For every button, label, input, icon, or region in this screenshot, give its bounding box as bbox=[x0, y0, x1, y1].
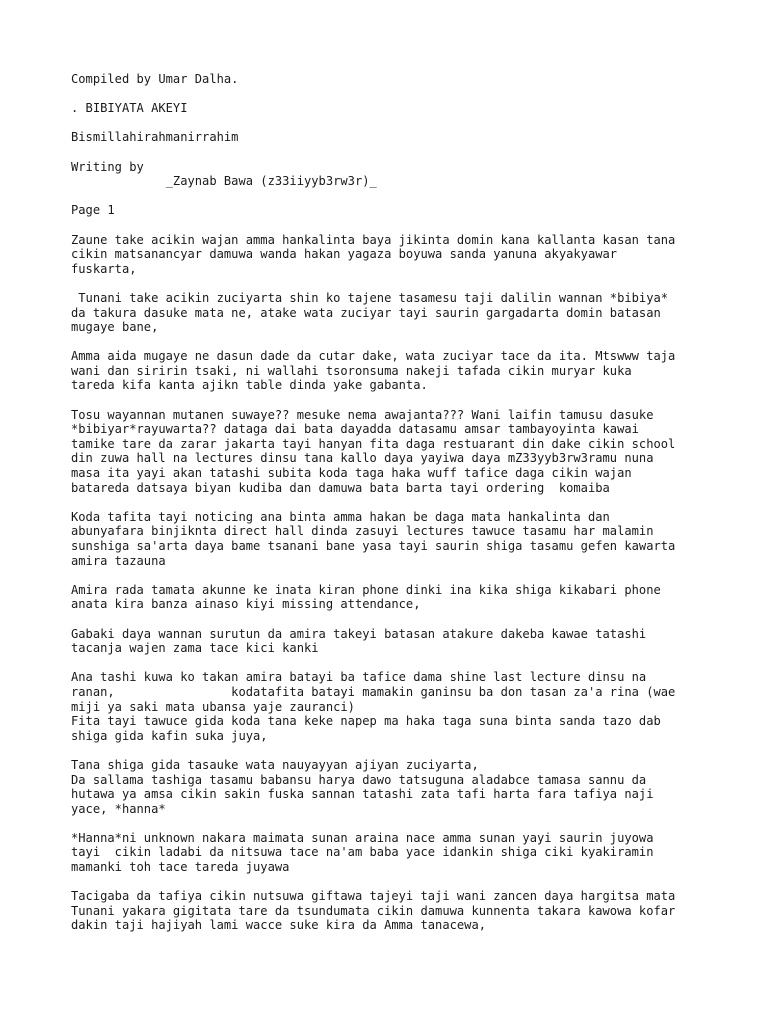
paragraph: *Hanna*ni unknown nakara maimata sunan araina nace amma sunan yayi saurin juyowa tayi cikin ladabi da nitsuwa tace na'am baba yace idankin shiga ciki kyakiramin mamanki toh tace tareda juyawa bbox=[71, 830, 654, 875]
paragraph: Ana tashi kuwa ko takan amira batayi ba tafice dama shine last lecture dinsu na ranan, kodatafita batayi mamakin ganinsu ba don tasan za'a rina (wae miji ya saki mata ubansa yaje zauranci) Fita tayi tawuce gida koda tana keke napep ma haka taga suna binta sanda tazo dab shiga gida kafin suka juya, bbox=[71, 670, 676, 743]
paragraph: Gabaki daya wannan surutun da amira takeyi batasan atakure dakeba kawae tatashi tacanja wajen zama tace kici kanki bbox=[71, 626, 647, 656]
paragraph: Koda tafita tayi noticing ana binta amma hakan be daga mata hankalinta dan abunyafara binjiknta direct hall dinda zasuyi lectures tawuce tasamu har malamin sunshiga sa'arta daya bame tsanani bane yasa tayi saurin shiga tasamu gefen kawarta amira tazauna bbox=[71, 509, 676, 568]
paragraph: Tunani take acikin zuciyarta shin ko tajene tasamesu taji dalilin wannan *bibiya* da takura dasuke mata ne, atake wata zuciyar tayi saurin gargadarta domin batasan mugaye bane, bbox=[71, 290, 669, 335]
story-title: . BIBIYATA AKEYI bbox=[71, 101, 188, 116]
paragraph: Tosu wayannan mutanen suwaye?? mesuke nema awajanta??? Wani laifin tamusu dasuke *bibiyar*rayuwarta?? dataga dai bata dayadda datasamu amsar tambayoyinta kawai tamike tare da zarar jakarta tayi hanyan fita daga restuarant din dake cikin school din zuwa hall na lectures dinsu tana kallo daya yayiwa daya mZ33yyb3rw3ramu nuna masa ita yayi akan tatashi subita koda taga haka wuff tafice daga cikin wajan batareda datsaya biyan kudiba dan damuwa bata barta tayi ordering komaiba bbox=[71, 407, 676, 495]
paragraph: Amira rada tamata akunne ke inata kiran phone dinki ina kika shiga kikabari phone anata kira banza ainaso kiyi missing attendance, bbox=[71, 582, 661, 612]
paragraph: Amma aida mugaye ne dasun dade da cutar dake, wata zuciyar tace da ita. Mtswww taja wani dan siririn tsaki, ni wallahi tsoronsuma nakeji tafada cikin muryar kuka tareda kifa kanta ajikn table dinda yake gabanta. bbox=[71, 349, 676, 393]
paragraph: Zaune take acikin wajan amma hankalinta baya jikinta domin kana kallanta kasan tana cikin matsanancyar damuwa wanda hakan yagaza boyuwa sanda yanuna akyakyawar fuskarta, bbox=[71, 232, 676, 276]
document-body bbox=[71, 72, 731, 948]
compiled-by-line: Compiled by Umar Dalha. bbox=[71, 72, 239, 86]
paragraph: Tacigaba da tafiya cikin nutsuwa giftawa tajeyi taji wani zancen daya hargitsa mata Tunani yakara gigitata tare da tsundumata cikin damuwa kunnenta takara kawowa kofar dakin taji hajiyah lami wacce suke kira da Amma tanacewa, bbox=[71, 889, 676, 933]
author-credit: Writing by _Zaynab Bawa (z33iiyyb3rw3r)_ bbox=[71, 159, 377, 189]
paragraph: Tana shiga gida tasauke wata nauyayyan ajiyan zuciyarta, Da sallama tashiga tasamu babansu harya dawo tatsuguna aladabce tamasa sannu da hutawa ya amsa cikin sakin fuska sannan tatashi zata tafi harta fara tafiya naji yace, *hanna* bbox=[71, 757, 654, 816]
bismillah-line: Bismillahirahmanirrahim bbox=[71, 130, 239, 145]
page-label: Page 1 bbox=[71, 203, 115, 218]
